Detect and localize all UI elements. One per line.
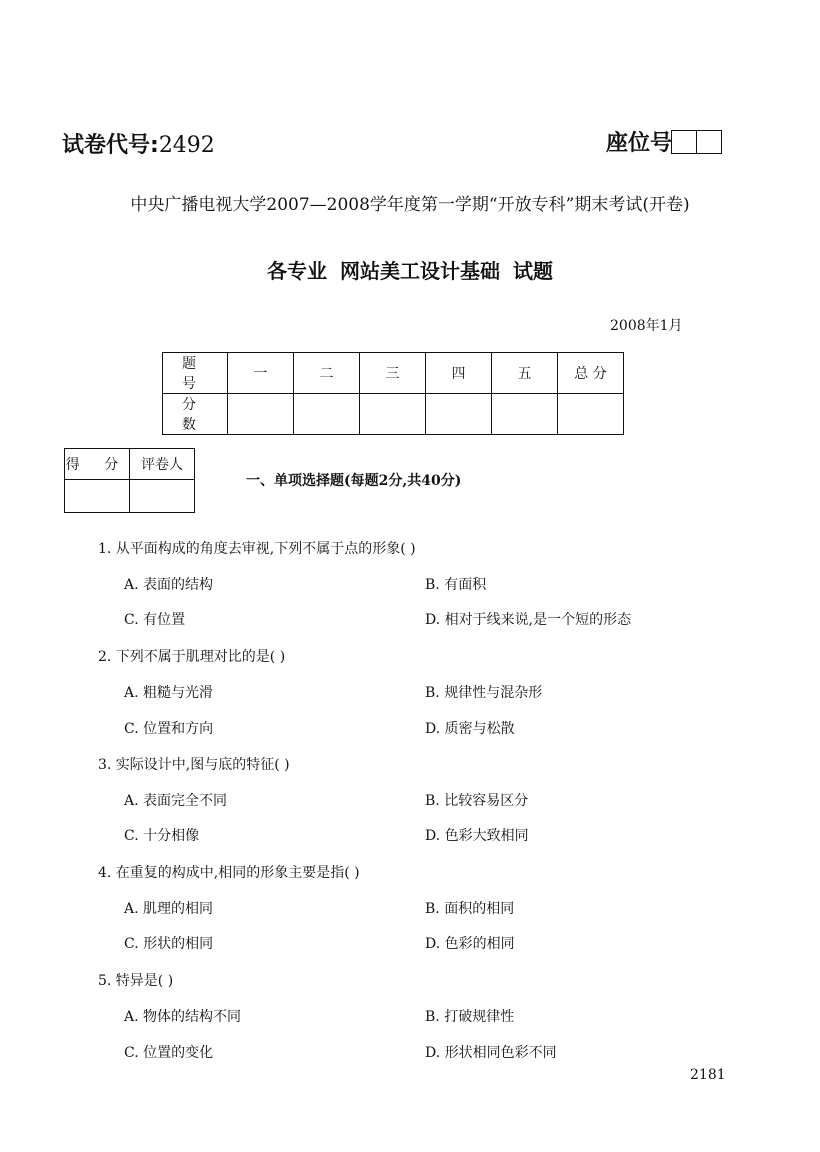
option-d: D. 色彩的相同	[425, 936, 515, 952]
score-table-row-label: 题 号	[163, 353, 228, 394]
section-title: 一、单项选择题(每题2分,共40分)	[246, 473, 462, 489]
option-c: C. 有位置	[124, 612, 186, 628]
grader-score-label: 得 分	[65, 449, 130, 480]
seat-box-2	[696, 130, 722, 154]
page-number: 2181	[690, 1067, 726, 1083]
score-cell	[558, 394, 624, 435]
option-b: B. 比较容易区分	[425, 793, 529, 809]
option-d: D. 相对于线来说,是一个短的形态	[425, 612, 632, 628]
score-table-col: 五	[492, 353, 558, 394]
option-a: A. 肌理的相同	[124, 901, 214, 917]
score-table-col: 总 分	[558, 353, 624, 394]
score-table-header-row	[163, 353, 624, 394]
option-a: A. 物体的结构不同	[124, 1009, 242, 1025]
option-d: D. 形状相同色彩不同	[425, 1045, 557, 1061]
option-b: B. 有面积	[425, 577, 487, 593]
question-stem: 2. 下列不属于肌理对比的是( )	[98, 649, 286, 665]
grader-table	[64, 448, 195, 513]
score-cell	[492, 394, 558, 435]
option-b: B. 面积的相同	[425, 901, 515, 917]
subject-title: 各专业 网站美工设计基础 试题	[267, 259, 553, 283]
score-cell	[294, 394, 360, 435]
option-a: A. 表面完全不同	[124, 793, 228, 809]
score-table-score-row	[163, 394, 624, 435]
question-stem: 5. 特异是( )	[98, 973, 174, 989]
option-d: D. 质密与松散	[425, 721, 515, 737]
grader-score-cell	[65, 480, 130, 513]
score-table-col: 二	[294, 353, 360, 394]
option-a: A. 表面的结构	[124, 577, 214, 593]
option-b: B. 打破规律性	[425, 1009, 515, 1025]
score-table-col: 一	[228, 353, 294, 394]
score-table	[162, 352, 624, 435]
option-c: C. 位置和方向	[124, 721, 214, 737]
exam-title: 中央广播电视大学2007—2008学年度第一学期“开放专科”期末考试(开卷)	[130, 195, 690, 215]
option-c: C. 位置的变化	[124, 1045, 214, 1061]
question-stem: 3. 实际设计中,图与底的特征( )	[98, 757, 290, 773]
paper-code-label: 试卷代号:	[62, 133, 159, 158]
paper-code	[62, 128, 215, 159]
score-cell	[426, 394, 492, 435]
seat-number	[606, 126, 722, 157]
seat-label: 座位号	[606, 131, 673, 156]
option-c: C. 十分相像	[124, 828, 200, 844]
seat-box-1	[671, 130, 697, 154]
score-cell	[228, 394, 294, 435]
paper-code-value: 2492	[158, 133, 215, 158]
option-a: A. 粗糙与光滑	[124, 685, 214, 701]
score-cell	[360, 394, 426, 435]
grader-name-label: 评卷人	[130, 449, 195, 480]
grader-name-cell	[130, 480, 195, 513]
option-b: B. 规律性与混杂形	[425, 685, 543, 701]
option-d: D. 色彩大致相同	[425, 828, 529, 844]
exam-date: 2008年1月	[610, 318, 683, 334]
score-table-row-label: 分 数	[163, 394, 228, 435]
score-table-col: 四	[426, 353, 492, 394]
question-stem: 1. 从平面构成的角度去审视,下列不属于点的形象( )	[98, 541, 416, 557]
question-stem: 4. 在重复的构成中,相同的形象主要是指( )	[98, 865, 360, 881]
option-c: C. 形状的相同	[124, 936, 214, 952]
score-table-col: 三	[360, 353, 426, 394]
